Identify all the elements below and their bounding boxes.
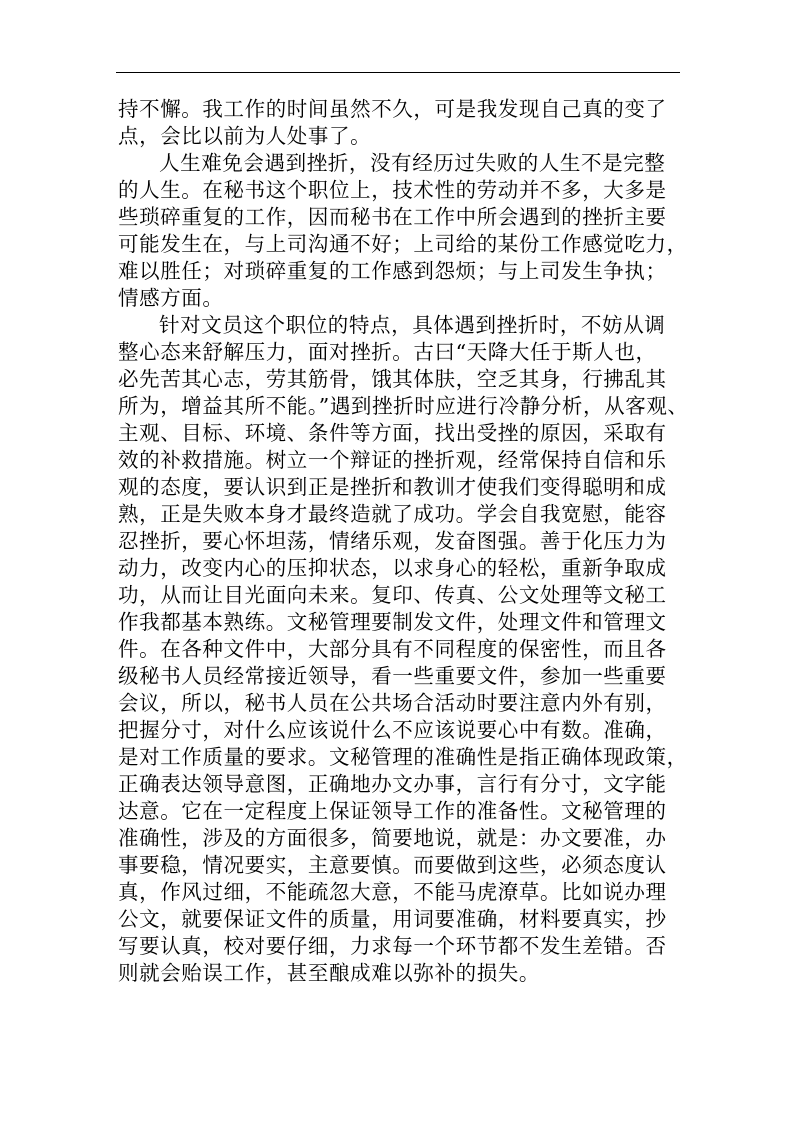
text-line: 把握分寸，对什么应该说什么不应该说要心中有数。准确， [118,718,667,742]
text-line: 真，作风过细，不能疏忽大意，不能马虎潦草。比如说办理 [118,880,667,904]
text-line: 则就会贻误工作，甚至酿成难以弥补的损失。 [118,961,540,985]
text-line: 整心态来舒解压力，面对挫折。古曰“天降大任于斯人也， [118,340,657,364]
text-line: 点，会比以前为人处事了。 [118,124,372,148]
text-line: 主观、目标、环境、条件等方面，找出受挫的原因，采取有 [118,421,667,445]
text-line: 观的态度，要认识到正是挫折和教训才使我们变得聪明和成 [118,475,667,499]
text-line: 情感方面。 [118,286,224,310]
text-line: 必先苦其心志，劳其筋骨，饿其体肤，空乏其身，行拂乱其 [118,367,667,391]
text-line: 达意。它在一定程度上保证领导工作的准备性。文秘管理的 [118,799,667,823]
text-line: 功，从而让目光面向未来。复印、传真、公文处理等文秘工 [118,583,667,607]
text-line: 可能发生在，与上司沟通不好；上司给的某份工作感觉吃力， [118,232,688,256]
text-line: 事要稳，情况要实，主意要慎。而要做到这些，必须态度认 [118,853,667,877]
paragraph-start-line: 针对文员这个职位的特点，具体遇到挫折时，不妨从调 [159,313,666,337]
text-line: 持不懈。我工作的时间虽然不久，可是我发现自己真的变了 [118,97,667,121]
body-text [118,96,689,987]
text-line: 的人生。在秘书这个职位上，技术性的劳动并不多，大多是 [118,178,667,202]
text-line: 正确表达领导意图，正确地办文办事，言行有分寸，文字能 [118,772,667,796]
text-line: 级秘书人员经常接近领导，看一些重要文件，参加一些重要 [118,664,667,688]
text-line: 作我都基本熟练。文秘管理要制发文件，处理文件和管理文 [118,610,667,634]
text-line: 难以胜任；对琐碎重复的工作感到怨烦；与上司发生争执； [118,259,667,283]
text-line: 会议，所以，秘书人员在公共场合活动时要注意内外有别， [118,691,667,715]
text-line: 动力，改变内心的压抑状态，以求身心的轻松，重新争取成 [118,556,667,580]
paragraph-start-line: 人生难免会遇到挫折，没有经历过失败的人生不是完整 [159,151,666,175]
text-line: 些琐碎重复的工作，因而秘书在工作中所会遇到的挫折主要 [118,205,667,229]
text-line: 忍挫折，要心怀坦荡，情绪乐观，发奋图强。善于化压力为 [118,529,667,553]
text-line: 所为，增益其所不能。”遇到挫折时应进行冷静分析，从客观、 [118,394,689,418]
text-line: 准确性，涉及的方面很多，简要地说，就是：办文要准，办 [118,826,667,850]
text-line: 是对工作质量的要求。文秘管理的准确性是指正确体现政策， [118,745,688,769]
text-line: 熟，正是失败本身才最终造就了成功。学会自我宽慰，能容 [118,502,667,526]
header-rule [116,72,680,73]
text-line: 件。在各种文件中，大部分具有不同程度的保密性，而且各 [118,637,667,661]
text-line: 效的补救措施。树立一个辩证的挫折观，经常保持自信和乐 [118,448,667,472]
text-line: 公文，就要保证文件的质量，用词要准确，材料要真实，抄 [118,907,667,931]
text-line: 写要认真，校对要仔细，力求每一个环节都不发生差错。否 [118,934,667,958]
